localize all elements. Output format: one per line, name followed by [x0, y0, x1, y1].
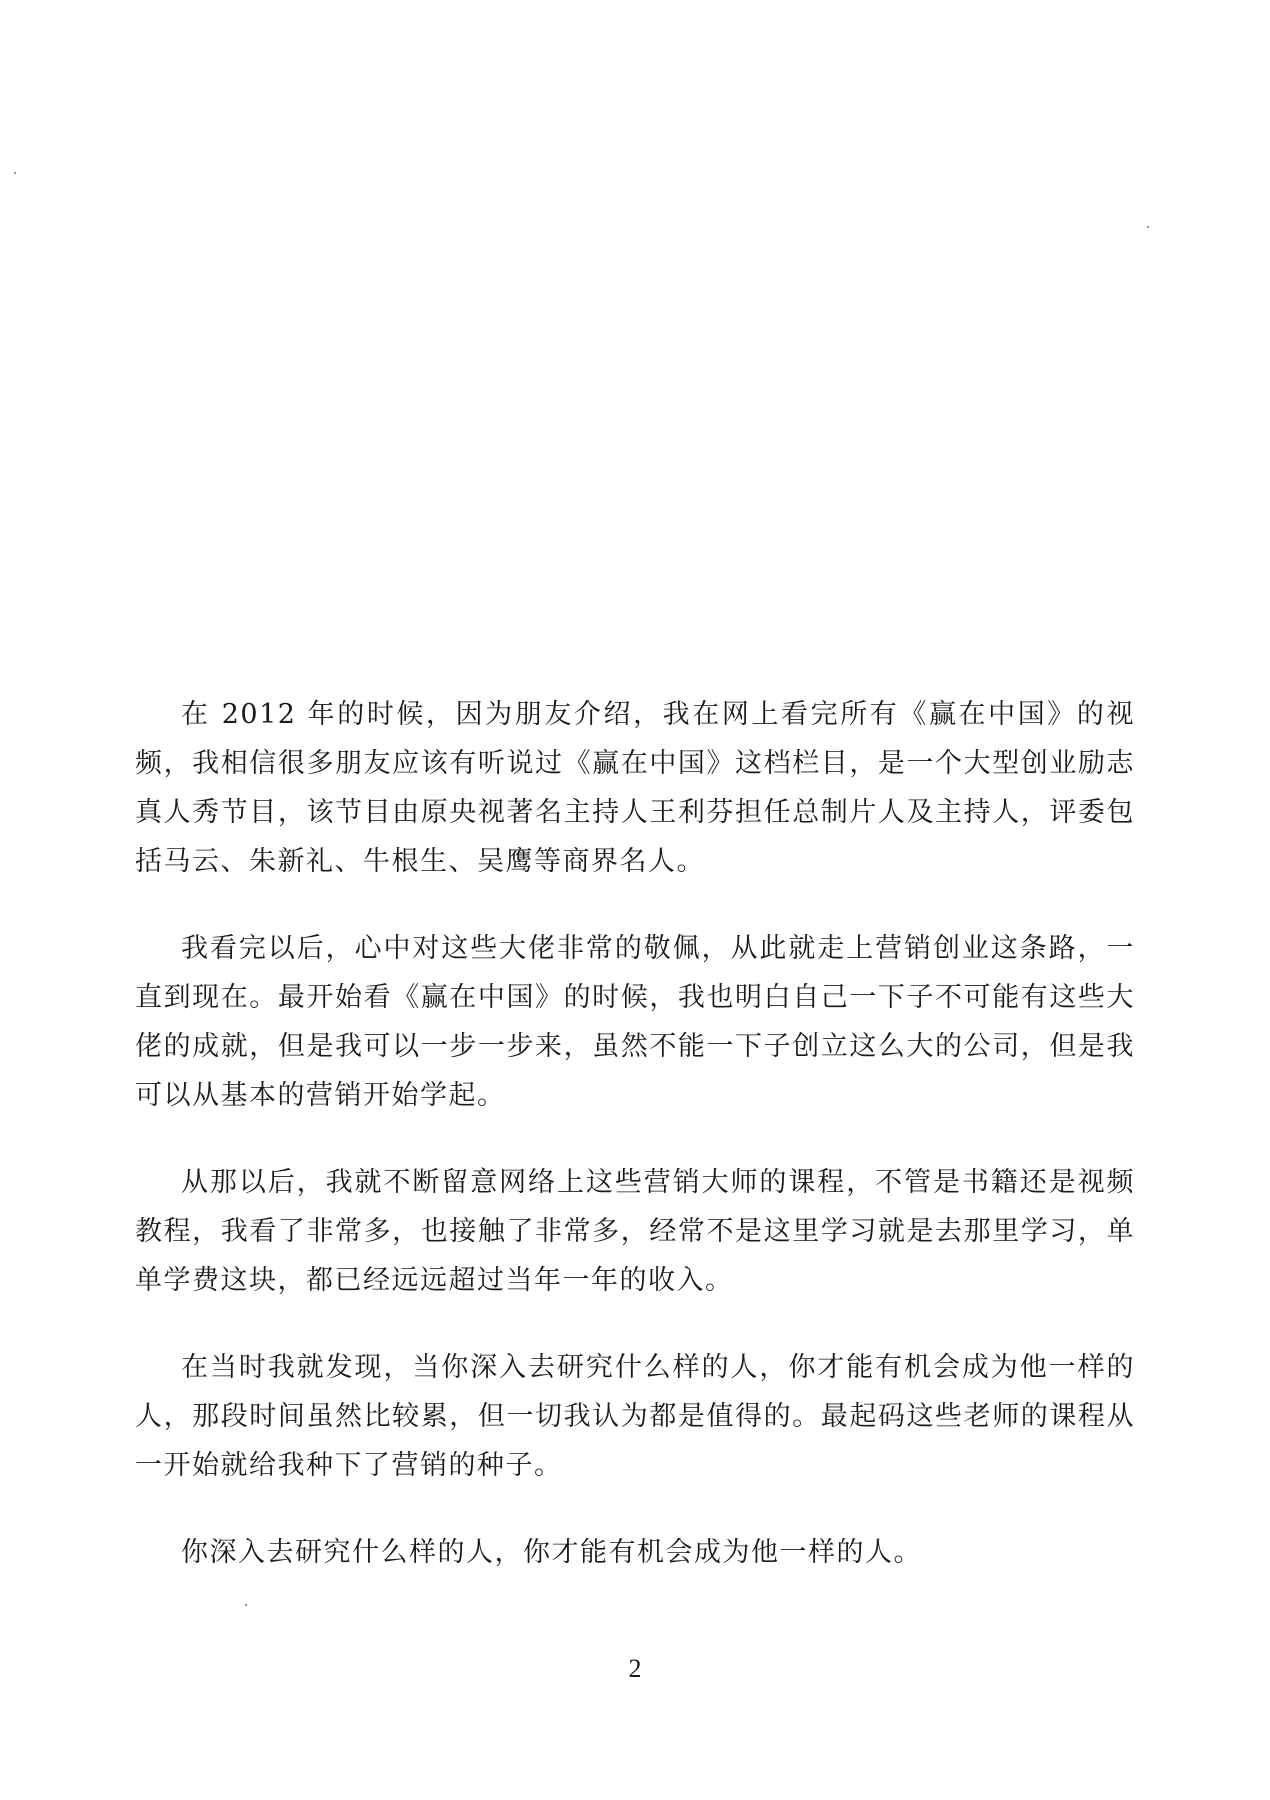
- paragraph-2: 我看完以后，心中对这些大佬非常的敬佩，从此就走上营销创业这条路，一直到现在。最开始看《赢在中国》的时候，我也明白自己一下子不可能有这些大佬的成就，但是我可以一步一步来，虽然不能一下子创立这么大的公司，但是我可以从基本的营销开始学起。: [135, 933, 1135, 1111]
- body-text: [135, 690, 1135, 1615]
- paragraph-5: 你深入去研究什么样的人，你才能有机会成为他一样的人。: [181, 1537, 922, 1568]
- paragraph-3: 从那以后，我就不断留意网络上这些营销大师的课程，不管是书籍还是视频教程，我看了非常多，也接触了非常多，经常不是这里学习就是去那里学习，单单学费这块，都已经远远超过当年一年的收入。: [135, 1167, 1135, 1296]
- scan-speck: [14, 172, 16, 174]
- scan-speck: [1147, 226, 1149, 228]
- page-number: 2: [628, 1654, 642, 1683]
- paragraph-1: 在 2012 年的时候，因为朋友介绍，我在网上看完所有《赢在中国》的视频，我相信很多朋友应该有听说过《赢在中国》这档栏目，是一个大型创业励志真人秀节目，该节目由原央视著名主持人王利芬担任总制片人及主持人，评委包括马云、朱新礼、牛根生、吴鹰等商界名人。: [135, 699, 1135, 877]
- paragraph-4: 在当时我就发现，当你深入去研究什么样的人，你才能有机会成为他一样的人，那段时间虽然比较累，但一切我认为都是值得的。最起码这些老师的课程从一开始就给我种下了营销的种子。: [135, 1352, 1135, 1481]
